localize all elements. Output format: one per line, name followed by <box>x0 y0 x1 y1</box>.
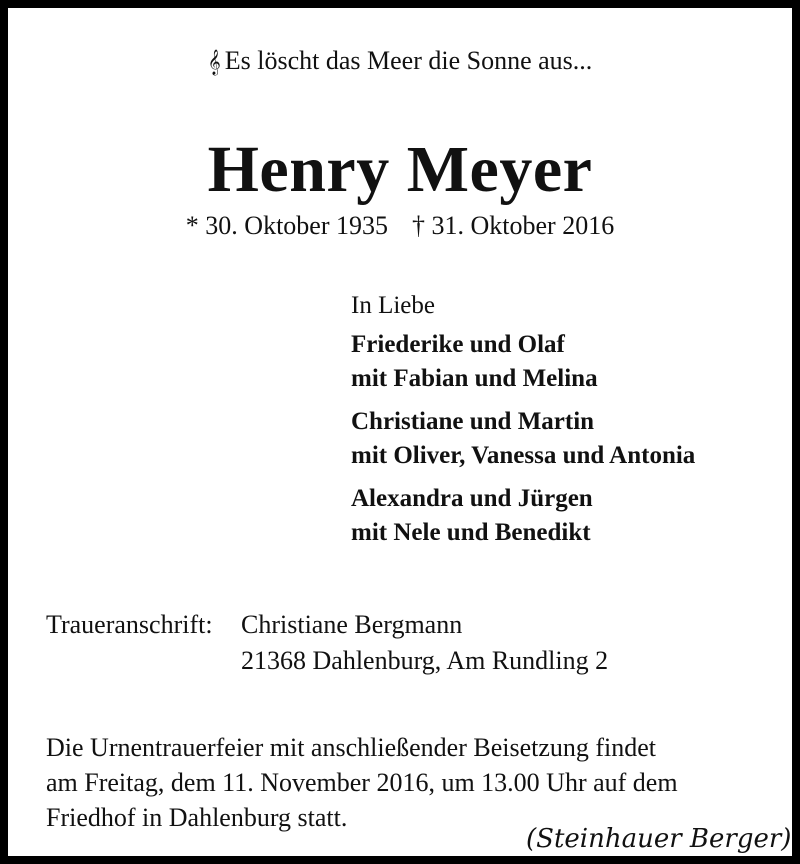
family-names: Alexandra und Jürgen <box>351 485 593 512</box>
mourners-block <box>351 292 695 559</box>
ceremony-line: am Freitag, dem 11. November 2016, um 13.00 Uhr auf dem <box>46 768 678 797</box>
ceremony-line: Friedhof in Dahlenburg statt. <box>46 803 348 832</box>
death-date: † 31. Oktober 2016 <box>412 211 615 240</box>
family-names: Friederike und Olaf <box>351 331 565 358</box>
family-children: mit Oliver, Vanessa und Antonia <box>351 442 696 469</box>
treble-clef-icon: 𝄞 <box>207 49 221 74</box>
ceremony-text <box>46 730 678 835</box>
address-label: Traueranschrift: <box>46 610 213 639</box>
address-street: 21368 Dahlenburg, Am Rundling 2 <box>241 646 609 675</box>
family-names: Christiane und Martin <box>351 408 595 435</box>
life-dates <box>8 211 792 241</box>
family-children: mit Nele und Benedikt <box>351 519 591 546</box>
ceremony-line: Die Urnentrauerfeier mit anschließender Beisetzung findet <box>46 733 657 762</box>
deceased-name: Henry Meyer <box>207 133 593 206</box>
undertaker-signature: (Steinhauer Berger) <box>526 824 792 854</box>
family-group <box>351 328 695 396</box>
family-group <box>351 405 695 473</box>
family-children: mit Fabian und Melina <box>351 365 598 392</box>
family-group <box>351 482 695 550</box>
motto <box>8 46 792 76</box>
mourners-intro: In Liebe <box>351 292 435 319</box>
address-name: Christiane Bergmann <box>241 610 463 639</box>
motto-text: Es löscht das Meer die Sonne aus... <box>224 46 593 75</box>
birth-date: * 30. Oktober 1935 <box>185 211 388 240</box>
